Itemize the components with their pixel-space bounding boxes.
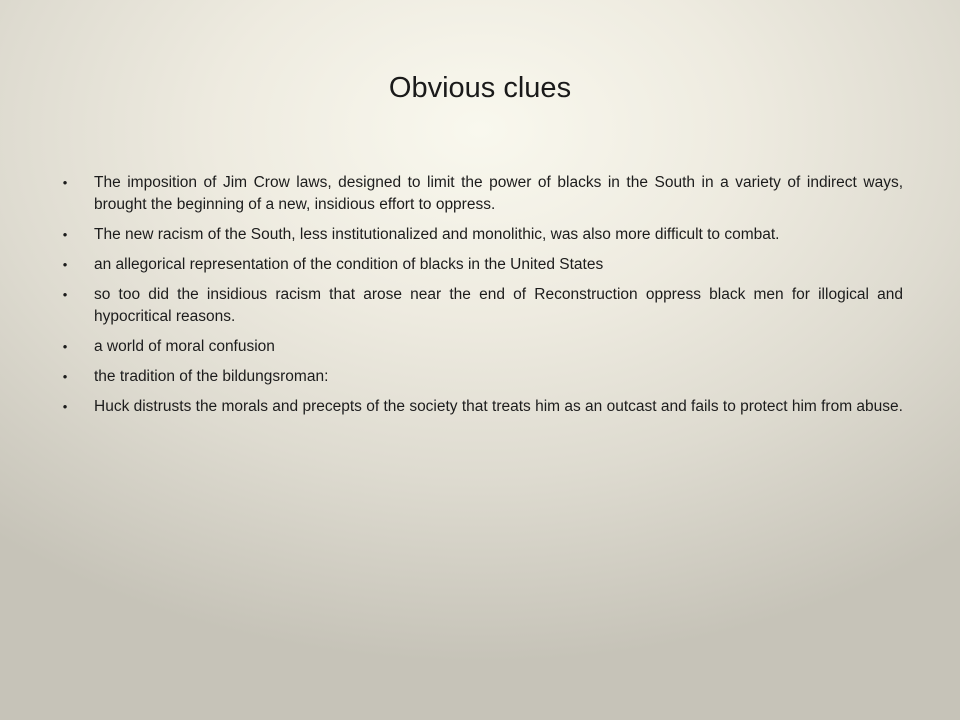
bullet-text: the tradition of the bildungsroman: [94,368,329,385]
bullet-icon: • [62,287,68,302]
bullet-icon: • [62,369,68,384]
bullet-icon: • [62,399,68,414]
slide-title: Obvious clues [388,72,572,104]
bullet-icon: • [62,339,68,354]
bullet-icon: • [62,257,68,272]
bullet-text: so too did the insidious racism that arose near the end of Reconstruction oppress black men for illogical and hypocritical reasons. [94,286,903,325]
bullet-item [60,172,903,216]
bullet-list [60,172,903,426]
bullet-item [60,224,903,246]
bullet-item [60,396,903,418]
bullet-icon: • [62,227,68,242]
bullet-item [60,336,903,358]
bullet-item [60,366,903,388]
bullet-item [60,254,903,276]
bullet-item [60,284,903,328]
bullet-icon: • [62,175,68,190]
bullet-text: a world of moral confusion [94,338,275,355]
bullet-text: Huck distrusts the morals and precepts of the society that treats him as an outcast and fails to protect him from abuse. [94,398,903,415]
bullet-text: an allegorical representation of the condition of blacks in the United States [94,256,604,273]
bullet-text: The imposition of Jim Crow laws, designed to limit the power of blacks in the South in a variety of indirect ways, brought the beginning of a new, insidious effort to oppress. [94,174,903,213]
bullet-text: The new racism of the South, less institutionalized and monolithic, was also more difficult to combat. [94,226,780,243]
